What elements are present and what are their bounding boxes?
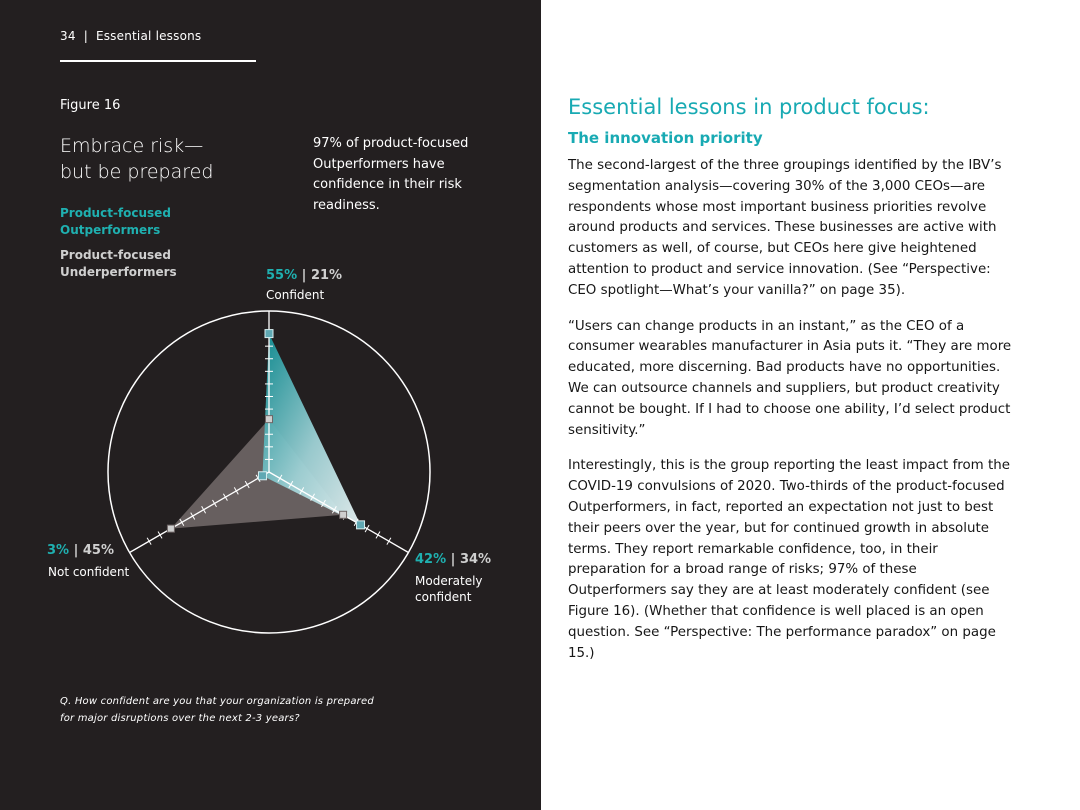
axis-label-not-confident: Not confident bbox=[48, 565, 130, 579]
article-paragraph-2: “Users can change products in an instant,” as the CEO of a consumer wearables manufacturer in Asia puts it. “They are more educated, more discerning. Bad products have no opportunities. We can outsource channels and suppliers, but product creativity cannot be bought. If I had to choose one ability, I’d select product sensitivity.” bbox=[568, 318, 1012, 438]
header-separator: | bbox=[83, 29, 88, 43]
article-panel bbox=[541, 0, 1080, 810]
page-number: 34 bbox=[60, 29, 76, 43]
confident-underperformer-value: 21% bbox=[310, 268, 343, 283]
article-paragraph-1: The second-largest of the three groupings identified by the IBV’s segmentation analysis—covering 30% of the 3,000 CEOs—are respondents whose most important business priorities revolve around products and services. These businesses are active with customers as well, of course, but CEOs here give heightened attention to product and service innovation. (See “Perspective: CEO spotlight—What’s your vanilla?” on page 35). bbox=[568, 158, 1002, 298]
article-subtitle: The innovation priority bbox=[568, 129, 763, 147]
article-paragraph-3: Interestingly, this is the group reporting the least impact from the COVID-19 convulsions of 2020. Two-thirds of the product-focused Outperformers, in fact, reported an expectation not just to best their peers over the year, but for continued growth in absolute terms. They report remarkable confidence, too, in their preparation for a broad range of risks; 97% of these Outperformers say they are at least moderately confident (see Figure 16). (Whether that confidence is well placed is an open question. See “Perspective: The performance paradox” on page 15.) bbox=[568, 458, 1010, 661]
axis-label-moderately-confident: Moderately confident bbox=[415, 574, 483, 604]
moderate-values bbox=[415, 552, 491, 568]
axis-label-confident: Confident bbox=[266, 288, 325, 302]
header-section: Essential lessons bbox=[95, 29, 202, 43]
underperformer-point-moderately-confident bbox=[340, 511, 347, 518]
legend-outperformers: Product-focused Outperformers bbox=[60, 206, 171, 237]
moderate-separator: | bbox=[450, 552, 456, 567]
legend-underperformers: Product-focused Underperformers bbox=[60, 248, 177, 279]
moderate-underperformer-value: 34% bbox=[459, 552, 492, 567]
figure-title-line2: but be prepared bbox=[60, 161, 214, 183]
outperformer-point-not-confident bbox=[258, 472, 266, 480]
underperformer-point-not-confident bbox=[167, 525, 174, 532]
not-confident-outperformer-value: 3% bbox=[47, 543, 70, 558]
article-body bbox=[568, 156, 1018, 679]
axis-tick bbox=[387, 538, 391, 545]
confident-separator: | bbox=[301, 268, 307, 283]
axis-tick bbox=[147, 538, 151, 545]
underperformer-point-confident bbox=[266, 416, 273, 423]
outperformer-point-moderately-confident bbox=[357, 521, 365, 529]
figure-callout: 97% of product-focused Outperformers have confidence in their risk readiness. bbox=[313, 136, 469, 213]
axis-tick bbox=[365, 525, 369, 532]
confident-outperformer-value: 55% bbox=[266, 268, 298, 283]
axis-tick bbox=[376, 531, 380, 538]
survey-question: Q. How confident are you that your organization is prepared for major disruptions over the next 2-3 years? bbox=[60, 696, 374, 724]
figure-title-line1: Embrace risk— bbox=[60, 135, 204, 157]
confident-values bbox=[266, 268, 342, 284]
not-confident-underperformer-value: 45% bbox=[82, 543, 115, 558]
axis-tick bbox=[158, 531, 162, 538]
article-title: Essential lessons in product focus: bbox=[568, 95, 930, 119]
not-confident-separator: | bbox=[73, 543, 79, 558]
figure-label: Figure 16 bbox=[60, 98, 121, 113]
outperformer-point-confident bbox=[265, 330, 273, 338]
moderate-outperformer-value: 42% bbox=[415, 552, 447, 567]
not-confident-values bbox=[47, 543, 114, 559]
